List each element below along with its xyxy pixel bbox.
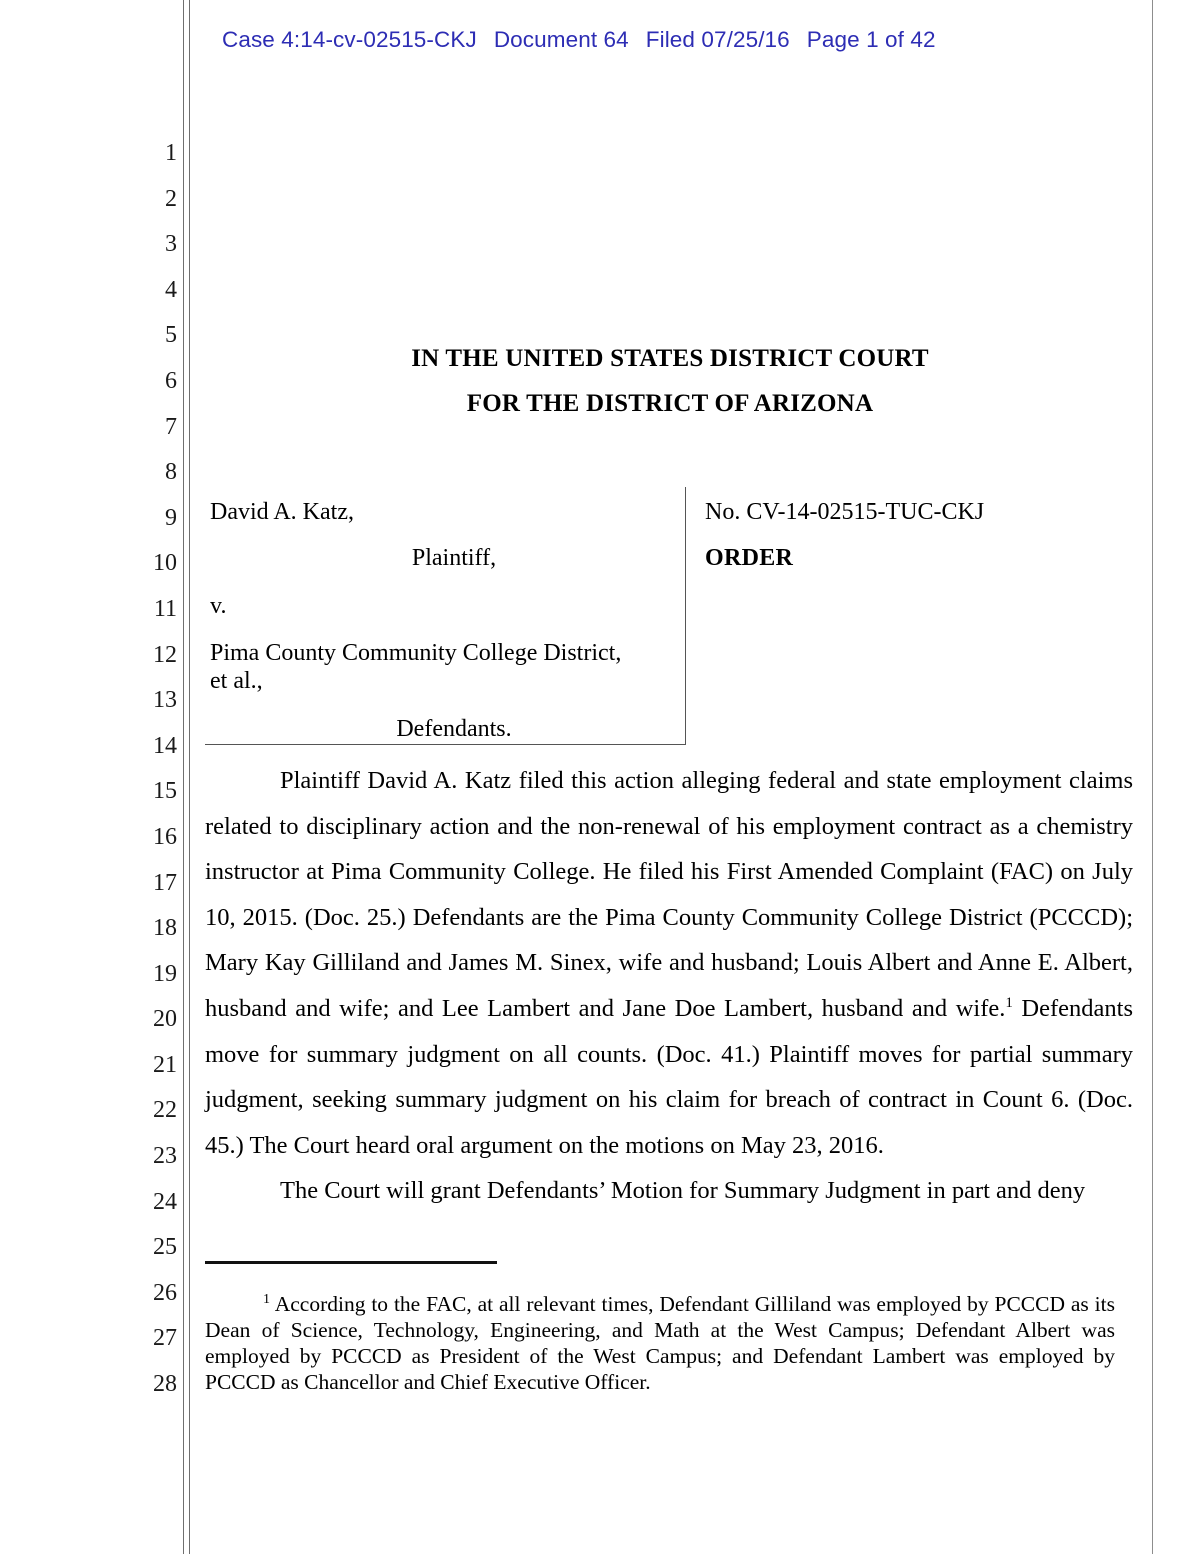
line-number: 14 (153, 732, 177, 759)
body-paragraph-1-part-2: Defendants move for summary judgment on all counts. (Doc. 41.) Plaintiff moves for partial summary judgment, seeking summary judgment on his claim for breach of contract in Count 6. (Doc. 45.) The Court heard oral argument on the motions on May 23, 2016. (205, 994, 1133, 1159)
line-number: 11 (153, 595, 177, 622)
line-number: 28 (153, 1371, 177, 1398)
court-heading-line-2: FOR THE DISTRICT OF ARIZONA (466, 390, 874, 417)
line-number: 6 (165, 367, 177, 394)
pleading-rule-right (1152, 0, 1153, 1554)
body-paragraph-1-part-1: Plaintiff David A. Katz filed this action alleging federal and state employment claims related to disciplinary action and the non-renewal of his employment contract as a chemistry instructor at Pima Community College. He filed his First Amended Complaint (FAC) on July 10, 2015. (Doc. 25.) Defendants are the Pima County Community College District (PCCCD); Mary Kay Gilliland and James M. Sinex, wife and husband; Louis Albert and Anne E. Albert, husband and wife; and Lee Lambert and Jane Doe Lambert, husband and wife. (205, 767, 1133, 1022)
ecf-document-number: Document 64 (493, 27, 629, 52)
ecf-header-stamp (222, 27, 936, 53)
line-number: 23 (153, 1143, 177, 1170)
ecf-filed-date: Filed 07/25/16 (645, 27, 790, 52)
line-number: 1 (165, 140, 177, 166)
caption-case-number: No. CV-14-02515-TUC-CKJ (705, 499, 985, 525)
pleading-rule-left-outer (183, 0, 184, 1554)
line-number: 19 (153, 960, 177, 987)
line-number: 7 (165, 413, 177, 440)
line-number: 9 (165, 504, 177, 531)
line-number: 4 (165, 276, 177, 303)
line-number: 2 (165, 185, 177, 212)
line-number: 5 (165, 322, 177, 349)
line-number: 26 (153, 1279, 177, 1306)
caption-vertical-divider (685, 487, 686, 745)
line-number: 13 (153, 687, 177, 714)
line-number: 3 (165, 231, 177, 258)
order-body-text (205, 758, 1133, 1214)
ecf-page-number: Page 1 of 42 (806, 27, 936, 52)
caption-plaintiff-role: Plaintiff, (411, 545, 497, 571)
caption-order-label: ORDER (705, 545, 794, 571)
line-number: 27 (153, 1325, 177, 1352)
footnote-block (205, 1291, 1115, 1395)
pleading-rule-left-inner (189, 0, 190, 1554)
line-number-gutter (139, 131, 177, 1408)
line-number: 10 (153, 550, 177, 577)
footnote-1 (205, 1291, 1115, 1395)
document-content (205, 131, 1135, 418)
line-number: 17 (153, 869, 177, 896)
ecf-case-number: Case 4:14-cv-02515-CKJ (222, 27, 477, 52)
footnote-text: According to the FAC, at all relevant times, Defendant Gilliland was employed by PCCCD as its Dean of Science, Technology, Engineering, and Math at the West Campus; Defendant Albert was employed by PCCCD as President of the West Campus; and Defendant Lambert was employed by PCCCD as Chancellor and Chief Executive Officer. (205, 1292, 1115, 1394)
caption-parties-column (210, 487, 680, 743)
line-number: 22 (153, 1097, 177, 1124)
caption-bottom-rule (205, 744, 686, 745)
line-number: 24 (153, 1188, 177, 1215)
caption-defendant-name-line-1: Pima County Community College District, (210, 640, 622, 666)
case-caption-block (205, 487, 1152, 745)
caption-case-column (705, 487, 1145, 572)
line-number: 25 (153, 1234, 177, 1261)
court-heading (205, 345, 1135, 418)
footnote-separator-rule (205, 1261, 497, 1264)
line-number: 16 (153, 823, 177, 850)
line-number: 21 (153, 1051, 177, 1078)
line-number: 18 (153, 915, 177, 942)
footnote-reference-marker: 1 (1005, 994, 1013, 1011)
line-number: 20 (153, 1006, 177, 1033)
footnote-number: 1 (263, 1291, 270, 1307)
caption-defendant-role: Defendants. (396, 716, 512, 742)
caption-plaintiff-name: David A. Katz, (210, 499, 354, 525)
line-number: 12 (153, 641, 177, 668)
body-paragraph-1 (205, 758, 1133, 1168)
line-number: 8 (165, 459, 177, 486)
court-heading-line-1: IN THE UNITED STATES DISTRICT COURT (411, 345, 929, 372)
caption-versus: v. (210, 593, 227, 619)
line-number: 15 (153, 778, 177, 805)
body-paragraph-2: The Court will grant Defendants’ Motion for Summary Judgment in part and deny (280, 1177, 1086, 1205)
caption-defendant-name-line-2: et al., (210, 668, 263, 694)
